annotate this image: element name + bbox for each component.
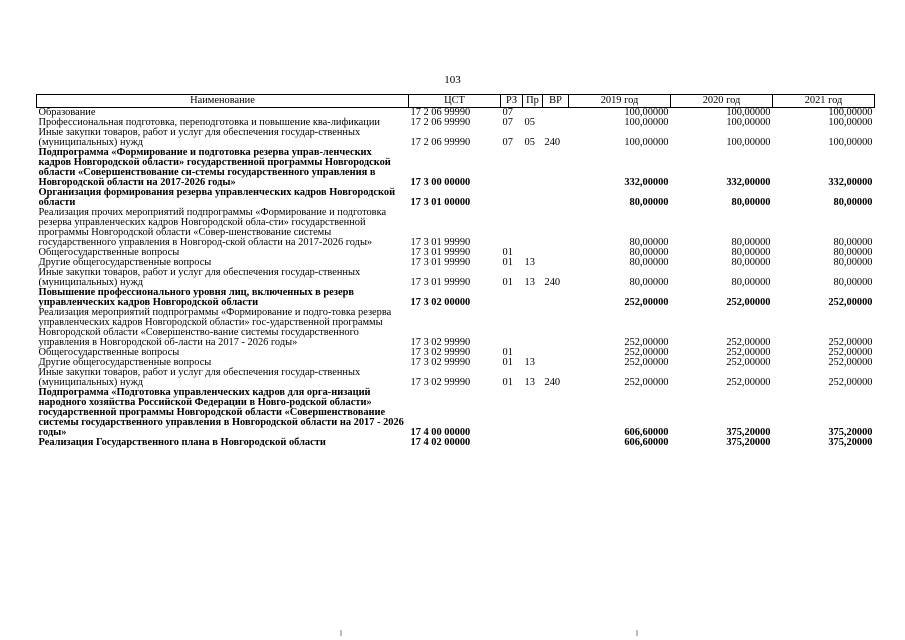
cell-cst: 17 4 00 00000	[410, 427, 471, 438]
cell-2021: 252,00000	[828, 347, 873, 358]
cell-cst: 17 3 00 00000	[410, 177, 471, 188]
cell-rz: 01	[502, 257, 513, 268]
cell-vr: 240	[544, 137, 561, 148]
cell-vr	[543, 358, 569, 368]
table-row	[37, 128, 875, 148]
cell-2021: 252,00000	[828, 357, 873, 368]
cell-2020: 252,00000	[726, 337, 771, 348]
cell-2019: 332,00000	[624, 177, 669, 188]
table-row	[37, 208, 875, 248]
cell-2020: 80,00000	[731, 257, 771, 268]
cell-name: Повышение профессионального уровня лиц, включенных в резерв управленческих кадров Новгородской области	[38, 287, 354, 308]
header-pr: Пр	[523, 95, 543, 108]
table-row	[37, 188, 875, 208]
cell-vr	[543, 438, 569, 448]
cell-vr: 240	[544, 277, 561, 288]
cell-rz	[501, 388, 523, 438]
cell-rz: 01	[502, 347, 513, 358]
cell-2019: 252,00000	[624, 357, 669, 368]
cell-2019: 80,00000	[629, 277, 669, 288]
table-row	[37, 268, 875, 288]
cell-vr	[543, 348, 569, 358]
scan-mark	[636, 630, 638, 636]
cell-rz: 07	[502, 107, 513, 118]
table-row	[37, 388, 875, 438]
cell-name: Подпрограмма «Подготовка управленческих кадров для орга-низаций народного хозяйства Российской Федерации в Новго-родской области» государственной программы Новгородской области «Совершенствование системы государственного управления в Новгородской области на 2017 - 2026 годы»	[38, 387, 404, 438]
cell-name: Общегосударственные вопросы	[38, 247, 180, 258]
cell-cst: 17 3 02 99990	[410, 337, 471, 348]
cell-name: Реализация прочих мероприятий подпрограммы «Формирование и подготовка резерва управленческих кадров Новгородской обла-сти» государственной программы Новгородской области «Совер-шенствование системы государственного управления в Новгород-ской области на 2017-2026 годы»	[38, 207, 387, 248]
cell-pr	[523, 208, 543, 248]
cell-name: Образование	[38, 107, 96, 118]
cell-2021: 80,00000	[833, 257, 873, 268]
cell-cst: 17 3 02 99990	[410, 377, 471, 388]
cell-2020: 80,00000	[731, 197, 771, 208]
cell-2019: 80,00000	[629, 237, 669, 248]
cell-name: Другие общегосударственные вопросы	[38, 257, 212, 268]
cell-cst: 17 3 01 00000	[410, 197, 471, 208]
cell-cst: 17 3 01 99990	[410, 247, 471, 258]
cell-pr	[523, 288, 543, 308]
cell-vr	[543, 248, 569, 258]
cell-rz: 01	[502, 277, 513, 288]
table-row	[37, 308, 875, 348]
cell-pr	[523, 438, 543, 448]
cell-pr	[523, 388, 543, 438]
table-row	[37, 368, 875, 388]
cell-cst: 17 2 06 99990	[410, 117, 471, 128]
cell-vr	[543, 188, 569, 208]
cell-rz	[501, 438, 523, 448]
cell-pr: 05	[524, 137, 535, 148]
cell-vr	[543, 208, 569, 248]
cell-vr	[543, 288, 569, 308]
cell-rz: 01	[502, 357, 513, 368]
cell-pr	[523, 188, 543, 208]
cell-2019: 606,60000	[624, 427, 669, 438]
cell-name: Организация формирования резерва управленческих кадров Новгородской области	[38, 187, 396, 208]
cell-rz	[501, 208, 523, 248]
cell-pr	[523, 308, 543, 348]
cell-2021: 100,00000	[828, 117, 873, 128]
header-vr: ВР	[543, 95, 569, 108]
table-body	[37, 108, 875, 449]
cell-2020: 332,00000	[726, 177, 771, 188]
cell-name: Реализация мероприятий подпрограммы «Формирование и подго-товка резерва управленческих кадров Новгородской области» гос-ударственной программы Новгородской области «Совершенство-вание системы государственного управления в Новгородской об-ласти на 2017 - 2026 годы»	[38, 307, 392, 348]
header-2021: 2021 год	[773, 95, 875, 108]
cell-name: Иные закупки товаров, работ и услуг для обеспечения государ-ственных (муниципальных) нужд	[38, 127, 361, 148]
cell-vr	[543, 258, 569, 268]
header-cst: ЦСТ	[409, 95, 501, 108]
cell-rz	[501, 308, 523, 348]
cell-2019: 100,00000	[624, 117, 669, 128]
cell-pr: 05	[524, 117, 535, 128]
cell-cst: 17 2 06 99990	[410, 137, 471, 148]
cell-vr	[543, 148, 569, 188]
cell-2019: 80,00000	[629, 257, 669, 268]
cell-2020: 252,00000	[726, 357, 771, 368]
header-2019: 2019 год	[569, 95, 671, 108]
cell-2020: 80,00000	[731, 237, 771, 248]
cell-cst: 17 3 01 99990	[410, 277, 471, 288]
cell-vr	[543, 388, 569, 438]
cell-2021: 80,00000	[833, 197, 873, 208]
cell-2019: 252,00000	[624, 347, 669, 358]
cell-name: Профессиональная подготовка, переподготовка и повышение ква-лификации	[38, 117, 380, 128]
cell-2020: 252,00000	[726, 347, 771, 358]
cell-pr: 13	[524, 377, 535, 388]
cell-cst: 17 4 02 00000	[410, 437, 471, 448]
cell-2019: 252,00000	[624, 377, 669, 388]
cell-2019: 80,00000	[629, 247, 669, 258]
budget-table	[36, 94, 875, 448]
cell-vr	[543, 308, 569, 348]
header-2020: 2020 год	[671, 95, 773, 108]
cell-cst: 17 3 01 99990	[410, 237, 471, 248]
cell-2020: 80,00000	[731, 277, 771, 288]
cell-2020: 252,00000	[726, 377, 771, 388]
cell-cst: 17 3 02 99990	[410, 347, 471, 358]
cell-2019: 606,60000	[624, 437, 669, 448]
cell-2021: 80,00000	[833, 237, 873, 248]
cell-cst: 17 3 02 00000	[410, 297, 471, 308]
cell-name: Иные закупки товаров, работ и услуг для обеспечения государ-ственных (муниципальных) нужд	[38, 267, 361, 288]
cell-cst: 17 2 06 99990	[410, 107, 471, 118]
cell-2021: 100,00000	[828, 137, 873, 148]
page-number: 103	[444, 74, 461, 86]
cell-2021: 375,20000	[828, 437, 873, 448]
header-name: Наименование	[37, 95, 409, 108]
cell-rz: 01	[502, 377, 513, 388]
cell-vr	[543, 118, 569, 128]
cell-vr	[543, 108, 569, 119]
cell-rz: 01	[502, 247, 513, 258]
cell-rz: 07	[502, 117, 513, 128]
cell-rz	[501, 148, 523, 188]
cell-name: Иные закупки товаров, работ и услуг для обеспечения государ-ственных (муниципальных) нужд	[38, 367, 361, 388]
cell-pr	[523, 148, 543, 188]
cell-2019: 100,00000	[624, 107, 669, 118]
cell-2019: 252,00000	[624, 337, 669, 348]
cell-2021: 252,00000	[828, 377, 873, 388]
cell-cst: 17 3 02 99990	[410, 357, 471, 368]
cell-2021: 252,00000	[828, 337, 873, 348]
cell-2020: 100,00000	[726, 107, 771, 118]
cell-2020: 375,20000	[726, 427, 771, 438]
cell-2019: 80,00000	[629, 197, 669, 208]
cell-2020: 100,00000	[726, 117, 771, 128]
cell-name: Общегосударственные вопросы	[38, 347, 180, 358]
cell-rz: 07	[502, 137, 513, 148]
cell-2021: 332,00000	[828, 177, 873, 188]
cell-2021: 252,00000	[828, 297, 873, 308]
cell-rz	[501, 188, 523, 208]
cell-2019: 100,00000	[624, 137, 669, 148]
header-rz: РЗ	[501, 95, 523, 108]
cell-pr: 13	[524, 357, 535, 368]
cell-2021: 80,00000	[833, 277, 873, 288]
cell-rz	[501, 288, 523, 308]
cell-2020: 252,00000	[726, 297, 771, 308]
cell-cst: 17 3 01 99990	[410, 257, 471, 268]
cell-2020: 375,20000	[726, 437, 771, 448]
cell-2021: 100,00000	[828, 107, 873, 118]
cell-2021: 375,20000	[828, 427, 873, 438]
table-row	[37, 148, 875, 188]
table-row	[37, 438, 875, 448]
cell-2020: 100,00000	[726, 137, 771, 148]
table-row	[37, 288, 875, 308]
cell-2019: 252,00000	[624, 297, 669, 308]
cell-pr: 13	[524, 277, 535, 288]
cell-name: Подпрограмма «Формирование и подготовка резерва управ-ленческих кадров Новгородской области» государственной программы Новгородской области «Совершенствование си-стемы государственного управления в Новгородской области на 2017-2026 годы»	[38, 147, 391, 188]
cell-vr: 240	[544, 377, 561, 388]
cell-name: Реализация Государственного плана в Новгородской области	[38, 437, 326, 448]
cell-name: Другие общегосударственные вопросы	[38, 357, 212, 368]
scan-mark	[340, 630, 342, 636]
table-header-row	[37, 95, 875, 108]
cell-2021: 80,00000	[833, 247, 873, 258]
cell-2020: 80,00000	[731, 247, 771, 258]
cell-pr: 13	[524, 257, 535, 268]
